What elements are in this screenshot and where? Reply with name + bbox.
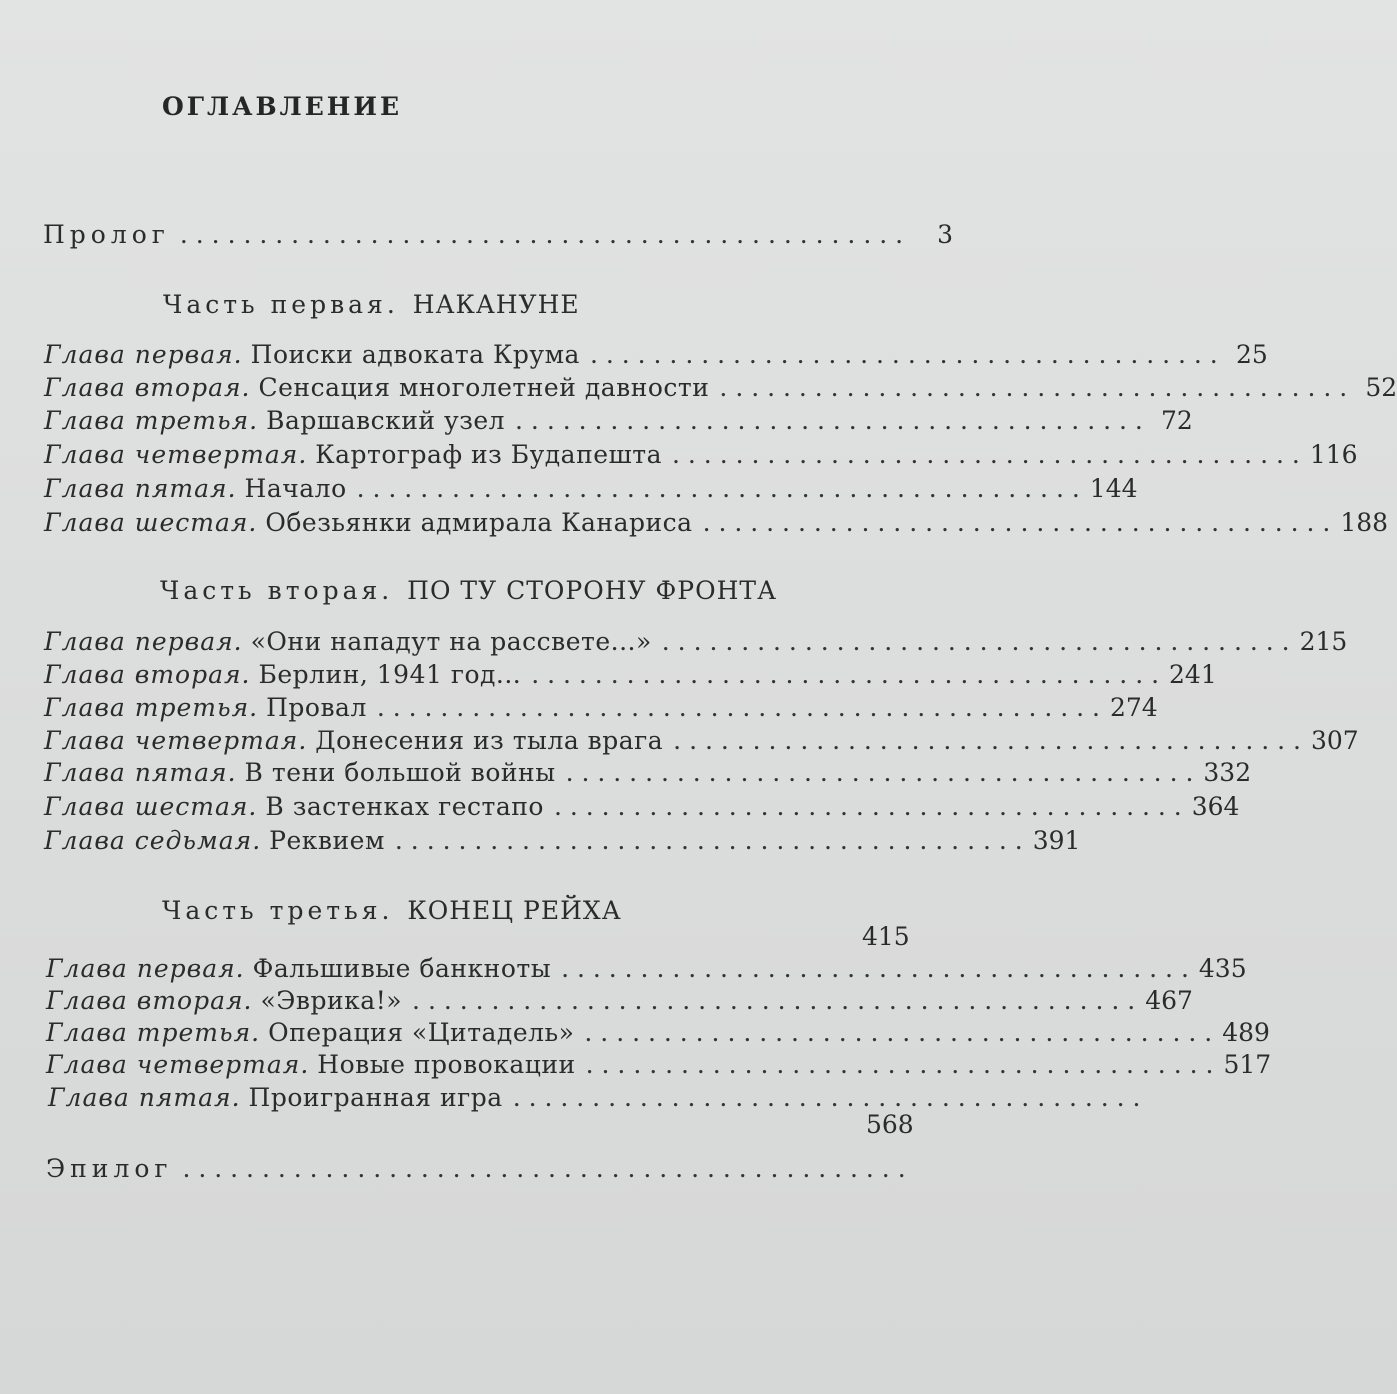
part-label: Часть вторая. xyxy=(160,576,394,605)
page-number: 467 xyxy=(1145,986,1193,1015)
chapter-label: Глава пятая. xyxy=(48,1083,241,1112)
entry-title: Эпилог xyxy=(46,1154,173,1183)
page-number: 568 xyxy=(866,1110,914,1139)
chapter-title: Варшавский узел xyxy=(266,406,506,435)
leader-dots: . . . . . . . . . . . . . . . . . . . . . . . . . . . . . . . . . . . . . . . . xyxy=(515,406,1143,435)
toc-entry xyxy=(44,758,1252,788)
page-number: 364 xyxy=(1191,792,1240,821)
chapter-label: Глава четвертая. xyxy=(44,726,308,755)
leader-dots: . . . . . . . . . . . . . . . . . . . . . . . . . . . . . . . . . . . . . . . . . . . . . . xyxy=(356,474,1080,503)
toc-entry xyxy=(44,660,1217,690)
chapter-title: Новые провокации xyxy=(317,1050,576,1079)
page-number: 72 xyxy=(1161,406,1193,435)
page-number: 3 xyxy=(937,220,954,249)
chapter-label: Глава вторая. xyxy=(46,986,253,1015)
toc-entry xyxy=(46,1050,1272,1080)
part-heading xyxy=(160,576,777,605)
page-title: ОГЛАВЛЕНИЕ xyxy=(162,92,403,121)
chapter-label: Глава пятая. xyxy=(44,758,237,787)
toc-entry xyxy=(44,373,1397,403)
leader-dots: . . . . . . . . . . . . . . . . . . . . . . . . . . . . . . . . . . . . . . . . xyxy=(589,340,1218,369)
leader-dots: . . . . . . . . . . . . . . . . . . . . . . . . . . . . . . . . . . . . . . . . . . . . . . xyxy=(376,693,1100,722)
toc-entry xyxy=(44,440,1358,470)
page-number: 517 xyxy=(1223,1050,1272,1079)
chapter-label: Глава первая. xyxy=(44,340,243,369)
chapter-title: Обезьянки адмирала Канариса xyxy=(265,508,693,537)
page-number: 241 xyxy=(1169,660,1217,689)
leader-dots: . . . . . . . . . . . . . . . . . . . . . . . . . . . . . . . . . . . . . . . . xyxy=(394,826,1023,855)
chapter-label: Глава третья. xyxy=(44,406,259,435)
leader-dots: . . . . . . . . . . . . . . . . . . . . . . . . . . . . . . . . . . . . . . . . xyxy=(561,954,1189,983)
leader-dots: . . . . . . . . . . . . . . . . . . . . . . . . . . . . . . . . . . . . . . . . . . . . . . xyxy=(182,1154,906,1183)
chapter-title: Проигранная игра xyxy=(248,1083,503,1112)
toc-entry xyxy=(46,954,1247,984)
chapter-title: В застенках гестапо xyxy=(265,792,544,821)
part-label: Часть первая. xyxy=(163,290,399,319)
chapter-label: Глава вторая. xyxy=(44,373,251,402)
toc-entry xyxy=(44,693,1158,723)
page-number: 25 xyxy=(1235,340,1268,369)
chapter-label: Глава пятая. xyxy=(44,474,237,503)
chapter-title: Поиски адвоката Крума xyxy=(250,340,580,369)
toc-entry xyxy=(44,340,1268,370)
page-number: 391 xyxy=(1032,826,1081,855)
toc-entry xyxy=(44,406,1193,436)
chapter-label: Глава третья. xyxy=(44,693,259,722)
toc-entry xyxy=(48,1083,1141,1113)
toc-entry xyxy=(46,986,1193,1016)
leader-dots: . . . . . . . . . . . . . . . . . . . . . . . . . . . . . . . . . . . . . . . . xyxy=(565,758,1194,787)
page-number: 489 xyxy=(1222,1018,1270,1047)
toc-entry xyxy=(44,726,1359,756)
leader-dots: . . . . . . . . . . . . . . . . . . . . . . . . . . . . . . . . . . . . . . . . xyxy=(585,1050,1214,1079)
part-page-number: 415 xyxy=(862,922,910,951)
chapter-label: Глава седьмая. xyxy=(44,826,262,855)
chapter-title: Реквием xyxy=(269,826,385,855)
toc-entry xyxy=(44,826,1081,856)
part-heading xyxy=(163,290,580,319)
part-heading xyxy=(162,896,622,925)
chapter-title: «Эврика!» xyxy=(260,986,403,1015)
chapter-title: Берлин, 1941 год... xyxy=(258,660,522,689)
chapter-title: Операция «Цитадель» xyxy=(268,1018,575,1047)
chapter-label: Глава вторая. xyxy=(44,660,251,689)
chapter-title: Картограф из Будапешта xyxy=(315,440,663,469)
leader-dots: . . . . . . . . . . . . . . . . . . . . . . . . . . . . . . . . . . . . . . . . xyxy=(584,1018,1213,1047)
chapter-label: Глава шестая. xyxy=(44,508,258,537)
entry-title: Пролог xyxy=(43,220,170,249)
leader-dots: . . . . . . . . . . . . . . . . . . . . . . . . . . . . . . . . . . . . . . . . xyxy=(661,627,1290,656)
leader-dots: . . . . . . . . . . . . . . . . . . . . . . . . . . . . . . . . . . . . . . . . xyxy=(719,373,1348,402)
page-number: 435 xyxy=(1198,954,1247,983)
toc-entry xyxy=(46,1018,1270,1048)
leader-dots: . . . . . . . . . . . . . . . . . . . . . . . . . . . . . . . . . . . . . . . . xyxy=(672,440,1300,469)
toc-entry xyxy=(44,627,1348,657)
chapter-title: Начало xyxy=(244,474,347,503)
leader-dots: . . . . . . . . . . . . . . . . . . . . . . . . . . . . . . . . . . . . . . . . . . . . . . xyxy=(179,220,904,249)
page-number: 274 xyxy=(1110,693,1158,722)
chapter-label: Глава шестая. xyxy=(44,792,258,821)
chapter-label: Глава четвертая. xyxy=(46,1050,310,1079)
leader-dots: . . . . . . . . . . . . . . . . . . . . . . . . . . . . . . . . . . . . . . . . . . . . . . xyxy=(412,986,1136,1015)
chapter-title: Сенсация многолетней давности xyxy=(258,373,710,402)
page-number: 332 xyxy=(1203,758,1252,787)
page-number: 188 xyxy=(1340,508,1389,537)
leader-dots: . . . . . . . . . . . . . . . . . . . . . . . . . . . . . . . . . . . . . . . . xyxy=(553,792,1182,821)
leader-dots: . . . . . . . . . . . . . . . . . . . . . . . . . . . . . . . . . . . . . . . . xyxy=(673,726,1301,755)
toc-entry-epilogue xyxy=(46,1154,906,1184)
page-number: 307 xyxy=(1310,726,1359,755)
page-number: 144 xyxy=(1089,474,1138,503)
leader-dots: . . . . . . . . . . . . . . . . . . . . . . . . . . . . . . . . . . . . . . . . xyxy=(512,1083,1141,1112)
chapter-label: Глава третья. xyxy=(46,1018,261,1047)
chapter-title: В тени большой войны xyxy=(244,758,556,787)
chapter-title: Провал xyxy=(266,693,367,722)
toc-entry-prologue xyxy=(43,220,954,250)
page-number: 116 xyxy=(1309,440,1358,469)
chapter-label: Глава четвертая. xyxy=(44,440,308,469)
part-label: Часть третья. xyxy=(162,896,394,925)
chapter-title: Донесения из тыла врага xyxy=(315,726,664,755)
leader-dots: . . . . . . . . . . . . . . . . . . . . . . . . . . . . . . . . . . . . . . . . xyxy=(531,660,1160,689)
toc-entry xyxy=(44,474,1138,504)
part-title: ПО ТУ СТОРОНУ ФРОНТА xyxy=(407,576,777,605)
chapter-label: Глава первая. xyxy=(46,954,245,983)
part-title: КОНЕЦ РЕЙХА xyxy=(407,896,622,925)
page-number: 52 xyxy=(1365,373,1397,402)
part-title: НАКАНУНЕ xyxy=(412,290,580,319)
toc-entry xyxy=(44,508,1389,538)
toc-entry xyxy=(44,792,1240,822)
chapter-label: Глава первая. xyxy=(44,627,243,656)
chapter-title: Фальшивые банкноты xyxy=(252,954,552,983)
leader-dots: . . . . . . . . . . . . . . . . . . . . . . . . . . . . . . . . . . . . . . . . xyxy=(702,508,1331,537)
page-number: 215 xyxy=(1299,627,1348,656)
chapter-title: «Они нападут на рассвете...» xyxy=(250,627,652,656)
